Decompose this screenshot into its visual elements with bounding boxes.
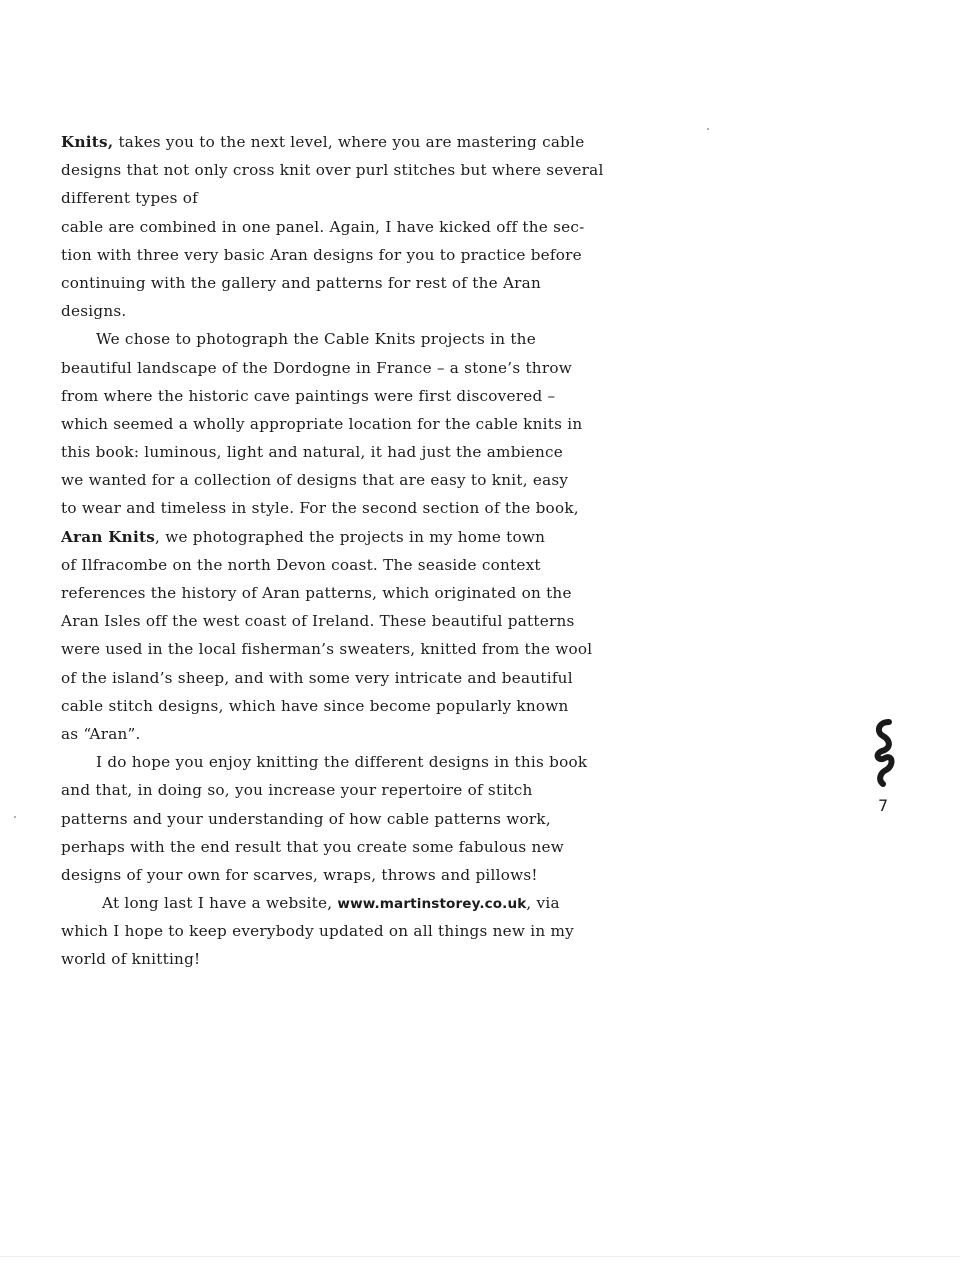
text-line: this book: luminous, light and natural, it had just the ambience [61,443,564,462]
text-line: beautiful landscape of the Dordogne in France – a stone’s throw [61,358,572,377]
scan-speck [707,128,709,130]
text-line: as “Aran”. [61,724,141,743]
text-line: different types of [61,189,199,208]
text-line: of Ilfracombe on the north Devon coast. The seaside context [61,555,541,574]
text-line: world of knitting! [61,950,201,969]
page-number: 7 [878,796,889,815]
text-line: we wanted for a collection of designs that are easy to knit, easy [61,471,569,490]
text-line: which seemed a wholly appropriate location for the cable knits in [61,414,583,433]
text-line: We chose to photograph the Cable Knits projects in the [96,330,536,349]
text-line: designs that not only cross knit over purl stitches but where several [61,161,604,180]
text-line: cable are combined in one panel. Again, I have kicked off the sec- [61,217,585,236]
text-line: and that, in doing so, you increase your repertoire of stitch [61,781,533,800]
text-line: continuing with the gallery and patterns for rest of the Aran [61,273,542,292]
section-name-bold: Knits, [61,133,114,151]
text-line: references the history of Aran patterns, which originated on the [61,584,572,602]
text-line: I do hope you enjoy knitting the different designs in this book [96,753,588,772]
website-link[interactable]: www.martinstorey.co.uk [337,896,527,913]
text-line: designs. [61,302,127,321]
text-line: perhaps with the end result that you create some fabulous new [61,837,565,856]
text-line: were used in the local fisherman’s sweaters, knitted from the wool [61,640,593,659]
text-line: to wear and timeless in style. For the second section of the book, [61,499,579,518]
section-name-bold: Aran Knits [61,527,156,546]
cable-chain-icon [870,718,900,788]
text-line: tion with three very basic Aran designs for you to practice before [61,245,582,264]
text-line: cable stitch designs, which have since become popularly known [61,696,569,715]
scan-edge [0,1256,960,1257]
text-line: from where the historic cave paintings were first discovered – [61,386,556,405]
text-line: Aran Isles off the west coast of Ireland. These beautiful patterns [61,612,575,631]
text-line: At long last I have a website, www.martinstorey.co.uk, via [102,894,560,913]
text-line: Aran Knits, we photographed the projects in my home town [61,527,546,546]
text-line: which I hope to keep everybody updated on all things new in my [61,922,574,941]
text-line: designs of your own for scarves, wraps, throws and pillows! [61,865,538,884]
text-line: Knits, takes you to the next level, where you are mastering cable [61,133,585,151]
scan-speck [14,816,16,818]
text-line: patterns and your understanding of how cable patterns work, [61,809,551,828]
body-text [61,128,621,974]
text-line: of the island’s sheep, and with some very intricate and beautiful [61,668,573,687]
